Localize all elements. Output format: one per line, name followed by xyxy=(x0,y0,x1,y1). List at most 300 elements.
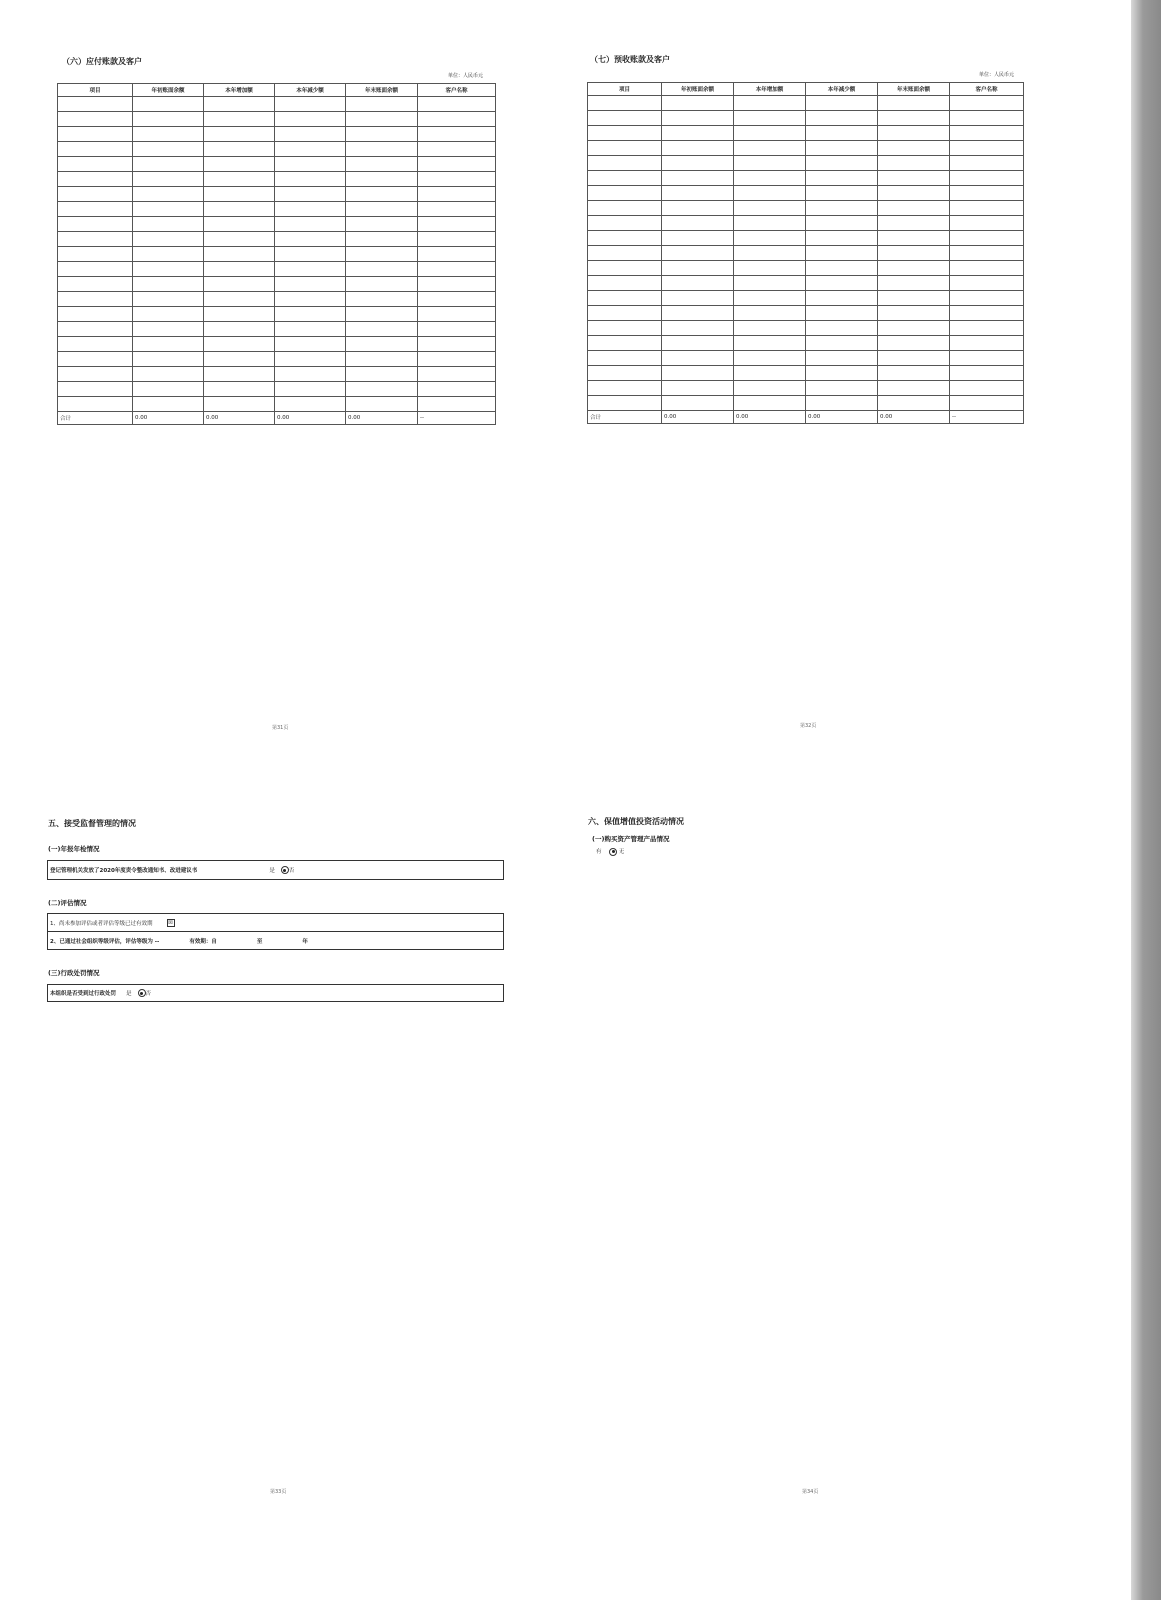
table-cell xyxy=(133,397,204,412)
table-cell xyxy=(346,187,418,202)
table-row xyxy=(588,231,1024,246)
table-cell xyxy=(418,262,496,277)
table-cell xyxy=(950,201,1024,216)
table-cell xyxy=(878,396,950,411)
table-row xyxy=(58,262,496,277)
table-cell xyxy=(133,112,204,127)
validity-year: 年 xyxy=(302,939,308,945)
table-cell xyxy=(878,291,950,306)
table-cell xyxy=(418,247,496,262)
table-cell xyxy=(58,112,133,127)
table-cell xyxy=(588,306,662,321)
table-cell xyxy=(133,352,204,367)
table-cell xyxy=(204,322,275,337)
table-cell xyxy=(346,382,418,397)
table-cell xyxy=(58,382,133,397)
table-row xyxy=(588,246,1024,261)
table-cell xyxy=(662,96,734,111)
table-row xyxy=(58,307,496,322)
table-cell xyxy=(878,336,950,351)
table-cell xyxy=(133,142,204,157)
table-row xyxy=(588,141,1024,156)
table-cell xyxy=(588,381,662,396)
table-cell xyxy=(878,186,950,201)
table-cell xyxy=(734,201,806,216)
table-cell xyxy=(734,261,806,276)
table-cell xyxy=(662,246,734,261)
table-cell xyxy=(346,157,418,172)
table-cell xyxy=(204,397,275,412)
table-cell xyxy=(418,382,496,397)
table-cell xyxy=(346,232,418,247)
table-cell xyxy=(878,231,950,246)
table-cell xyxy=(204,157,275,172)
table-cell xyxy=(662,156,734,171)
table-cell xyxy=(588,291,662,306)
table-cell xyxy=(346,277,418,292)
page31-title: （六）应付账款及客户 xyxy=(62,57,142,66)
inspection-box xyxy=(47,860,504,880)
payables-table xyxy=(57,83,496,425)
table-cell xyxy=(418,217,496,232)
table-cell xyxy=(346,217,418,232)
table-row xyxy=(58,187,496,202)
table-cell xyxy=(58,367,133,382)
table-cell xyxy=(950,141,1024,156)
table-cell xyxy=(346,202,418,217)
table-cell xyxy=(133,292,204,307)
table-cell xyxy=(346,307,418,322)
table-cell xyxy=(346,112,418,127)
table-cell xyxy=(734,246,806,261)
supervision-section-title: 五、接受监督管理的情况 xyxy=(48,819,136,828)
table-cell xyxy=(662,366,734,381)
table-row xyxy=(58,247,496,262)
table-cell xyxy=(58,247,133,262)
table-row xyxy=(588,366,1024,381)
table-cell xyxy=(418,157,496,172)
table-row xyxy=(588,351,1024,366)
table-cell xyxy=(275,322,346,337)
table-cell xyxy=(133,97,204,112)
table-row xyxy=(58,277,496,292)
table-row xyxy=(58,367,496,382)
table-cell xyxy=(133,367,204,382)
penalty-question: 本组织是否受到过行政处罚 xyxy=(50,991,117,997)
table-cell xyxy=(133,232,204,247)
table-cell xyxy=(588,276,662,291)
page31-unit: 单位：人民币元 xyxy=(448,73,484,79)
table-cell xyxy=(275,217,346,232)
table-row xyxy=(58,337,496,352)
table-cell xyxy=(806,396,878,411)
table-row xyxy=(588,96,1024,111)
page-number: 第33页 xyxy=(270,1489,287,1495)
table-cell xyxy=(204,127,275,142)
table-cell xyxy=(58,277,133,292)
col-header: 年末账面余额 xyxy=(878,83,950,96)
table-cell xyxy=(204,367,275,382)
table-cell xyxy=(275,292,346,307)
table-cell xyxy=(418,292,496,307)
table-cell xyxy=(204,202,275,217)
table-cell xyxy=(806,306,878,321)
table-row xyxy=(588,336,1024,351)
table-cell xyxy=(58,142,133,157)
table-cell xyxy=(950,366,1024,381)
table-cell xyxy=(418,172,496,187)
radio-no[interactable] xyxy=(281,866,289,874)
total-row xyxy=(58,412,496,425)
table-cell xyxy=(275,97,346,112)
penalty-title: (三)行政处罚情况 xyxy=(48,969,100,977)
table-cell xyxy=(58,202,133,217)
table-cell xyxy=(734,111,806,126)
table-cell xyxy=(204,247,275,262)
validity-label: 有效期：自 xyxy=(189,939,217,945)
table-row xyxy=(58,292,496,307)
table-cell xyxy=(275,157,346,172)
table-cell xyxy=(346,352,418,367)
table-cell xyxy=(734,276,806,291)
table-cell xyxy=(878,96,950,111)
table-header-row xyxy=(588,83,1024,96)
table-cell xyxy=(58,127,133,142)
table-cell xyxy=(275,232,346,247)
no-label: 否 xyxy=(288,868,295,874)
table-cell xyxy=(950,261,1024,276)
table-cell xyxy=(58,292,133,307)
table-cell xyxy=(662,276,734,291)
table-cell xyxy=(58,352,133,367)
table-cell xyxy=(133,277,204,292)
table-row xyxy=(58,142,496,157)
page32-title: （七）预收账款及客户 xyxy=(590,55,670,64)
table-cell xyxy=(275,247,346,262)
table-cell xyxy=(133,307,204,322)
table-cell xyxy=(878,126,950,141)
table-cell xyxy=(133,262,204,277)
table-cell xyxy=(204,97,275,112)
table-cell xyxy=(662,216,734,231)
table-row xyxy=(58,232,496,247)
table-cell xyxy=(806,126,878,141)
table-row xyxy=(58,352,496,367)
table-cell xyxy=(588,186,662,201)
table-cell xyxy=(806,291,878,306)
total-cell: 0.00 xyxy=(662,411,734,424)
table-cell xyxy=(204,112,275,127)
table-cell xyxy=(878,366,950,381)
table-cell xyxy=(133,187,204,202)
evaluation-box xyxy=(47,913,504,950)
table-cell xyxy=(950,156,1024,171)
table-cell xyxy=(588,366,662,381)
table-cell xyxy=(950,336,1024,351)
table-row xyxy=(588,291,1024,306)
col-header: 客户名称 xyxy=(418,84,496,97)
table-cell xyxy=(346,367,418,382)
table-cell xyxy=(806,171,878,186)
table-cell xyxy=(806,246,878,261)
table-row xyxy=(588,171,1024,186)
total-cell: 0.00 xyxy=(133,412,204,425)
table-cell xyxy=(346,337,418,352)
table-row xyxy=(588,201,1024,216)
table-cell xyxy=(418,352,496,367)
table-cell xyxy=(878,201,950,216)
table-cell xyxy=(275,337,346,352)
table-cell xyxy=(878,171,950,186)
table-cell xyxy=(588,141,662,156)
evaluation-checkbox[interactable]: ☒ xyxy=(168,919,173,926)
col-header: 本年增加额 xyxy=(204,84,275,97)
table-cell xyxy=(58,157,133,172)
table-cell xyxy=(878,156,950,171)
table-cell xyxy=(806,351,878,366)
evaluation-title: (二)评估情况 xyxy=(48,899,87,907)
table-row xyxy=(58,202,496,217)
yes-label: 是 xyxy=(269,868,275,874)
table-cell xyxy=(204,352,275,367)
col-header: 本年增加额 xyxy=(734,83,806,96)
table-cell xyxy=(806,231,878,246)
inspection-title: (一)年报年检情况 xyxy=(48,845,100,853)
table-cell xyxy=(275,172,346,187)
table-cell xyxy=(734,231,806,246)
table-cell xyxy=(734,186,806,201)
total-cell: -- xyxy=(950,411,1024,424)
inspection-question: 登记管理机关发放了2020年度责令整改通知书、改进建议书 xyxy=(50,868,198,874)
no-label: 否 xyxy=(145,991,152,997)
table-cell xyxy=(950,306,1024,321)
table-cell xyxy=(418,277,496,292)
table-cell xyxy=(878,276,950,291)
investment-section-title: 六、保值增值投资活动情况 xyxy=(588,817,684,826)
table-cell xyxy=(588,201,662,216)
table-cell xyxy=(950,231,1024,246)
table-row xyxy=(58,172,496,187)
table-cell xyxy=(734,126,806,141)
table-cell xyxy=(346,292,418,307)
total-cell: 合计 xyxy=(58,412,133,425)
table-cell xyxy=(950,351,1024,366)
table-cell xyxy=(878,381,950,396)
table-cell xyxy=(588,246,662,261)
table-cell xyxy=(346,142,418,157)
table-cell xyxy=(58,232,133,247)
col-header: 本年减少额 xyxy=(806,83,878,96)
table-cell xyxy=(58,217,133,232)
table-cell xyxy=(418,367,496,382)
total-cell: 0.00 xyxy=(275,412,346,425)
table-cell xyxy=(878,246,950,261)
table-row xyxy=(588,381,1024,396)
yes-label: 是 xyxy=(126,991,132,997)
table-cell xyxy=(950,96,1024,111)
evaluation-item1: 1、尚未参加评估或者评估等级已过有效期 xyxy=(50,920,153,927)
table-cell xyxy=(806,321,878,336)
total-cell: -- xyxy=(418,412,496,425)
table-cell xyxy=(58,337,133,352)
table-cell xyxy=(346,397,418,412)
table-cell xyxy=(950,216,1024,231)
table-cell xyxy=(418,97,496,112)
table-cell xyxy=(133,247,204,262)
table-cell xyxy=(418,322,496,337)
table-cell xyxy=(662,291,734,306)
penalty-box xyxy=(47,984,504,1002)
table-cell xyxy=(204,217,275,232)
table-cell xyxy=(58,97,133,112)
page-number: 第32页 xyxy=(800,723,817,729)
table-cell xyxy=(58,307,133,322)
table-row xyxy=(588,276,1024,291)
table-cell xyxy=(806,216,878,231)
table-cell xyxy=(806,186,878,201)
table-cell xyxy=(806,336,878,351)
validity-to: 至 xyxy=(256,939,263,945)
table-cell xyxy=(204,142,275,157)
col-header: 年末账面余额 xyxy=(346,84,418,97)
table-row xyxy=(588,261,1024,276)
table-cell xyxy=(58,397,133,412)
table-cell xyxy=(662,231,734,246)
table-cell xyxy=(275,112,346,127)
table-cell xyxy=(588,156,662,171)
table-cell xyxy=(133,337,204,352)
table-cell xyxy=(734,351,806,366)
table-cell xyxy=(204,187,275,202)
table-cell xyxy=(950,276,1024,291)
table-cell xyxy=(950,126,1024,141)
table-cell xyxy=(275,187,346,202)
none-label: 无 xyxy=(618,849,625,855)
col-header: 本年减少额 xyxy=(275,84,346,97)
col-header: 年初账面余额 xyxy=(133,84,204,97)
radio-none[interactable] xyxy=(609,848,617,856)
table-cell xyxy=(806,366,878,381)
page-edge xyxy=(1131,0,1161,1600)
table-cell xyxy=(734,321,806,336)
table-cell xyxy=(588,231,662,246)
table-cell xyxy=(133,202,204,217)
table-cell xyxy=(662,186,734,201)
table-cell xyxy=(588,321,662,336)
table-cell xyxy=(275,307,346,322)
col-header: 项目 xyxy=(588,83,662,96)
table-row xyxy=(58,157,496,172)
table-cell xyxy=(275,142,346,157)
table-cell xyxy=(734,156,806,171)
table-row xyxy=(58,97,496,112)
table-cell xyxy=(950,291,1024,306)
table-cell xyxy=(662,111,734,126)
table-cell xyxy=(418,307,496,322)
page-number: 第34页 xyxy=(802,1489,819,1495)
table-row xyxy=(588,186,1024,201)
table-cell xyxy=(950,246,1024,261)
table-cell xyxy=(806,111,878,126)
total-cell: 0.00 xyxy=(806,411,878,424)
table-row xyxy=(588,126,1024,141)
table-cell xyxy=(662,321,734,336)
table-row xyxy=(58,397,496,412)
table-cell xyxy=(950,381,1024,396)
table-cell xyxy=(346,97,418,112)
table-cell xyxy=(204,232,275,247)
table-cell xyxy=(662,396,734,411)
table-cell xyxy=(588,126,662,141)
table-cell xyxy=(878,306,950,321)
table-cell xyxy=(204,277,275,292)
table-cell xyxy=(662,171,734,186)
table-header-row xyxy=(58,84,496,97)
table-cell xyxy=(950,111,1024,126)
table-cell xyxy=(878,351,950,366)
table-cell xyxy=(58,262,133,277)
table-cell xyxy=(806,156,878,171)
total-row xyxy=(588,411,1024,424)
table-cell xyxy=(806,141,878,156)
table-cell xyxy=(662,126,734,141)
table-row xyxy=(58,112,496,127)
table-cell xyxy=(734,336,806,351)
advance-receipts-table xyxy=(587,82,1024,424)
table-cell xyxy=(204,337,275,352)
table-cell xyxy=(806,261,878,276)
table-cell xyxy=(662,351,734,366)
radio-no[interactable] xyxy=(138,989,146,997)
table-cell xyxy=(204,262,275,277)
table-cell xyxy=(133,322,204,337)
table-row xyxy=(588,396,1024,411)
table-cell xyxy=(275,382,346,397)
table-cell xyxy=(204,292,275,307)
table-cell xyxy=(588,336,662,351)
asset-products-title: (一)购买资产管理产品情况 xyxy=(592,835,670,843)
table-cell xyxy=(275,352,346,367)
table-cell xyxy=(133,172,204,187)
table-row xyxy=(588,321,1024,336)
asset-products-options xyxy=(596,847,624,856)
table-cell xyxy=(662,336,734,351)
table-cell xyxy=(806,276,878,291)
table-row xyxy=(58,127,496,142)
table-cell xyxy=(950,321,1024,336)
table-row xyxy=(58,217,496,232)
table-cell xyxy=(58,187,133,202)
table-cell xyxy=(133,127,204,142)
table-cell xyxy=(734,381,806,396)
table-cell xyxy=(418,142,496,157)
total-cell: 合计 xyxy=(588,411,662,424)
table-cell xyxy=(275,262,346,277)
table-row xyxy=(588,111,1024,126)
table-cell xyxy=(878,216,950,231)
table-cell xyxy=(418,112,496,127)
table-cell xyxy=(418,232,496,247)
table-row xyxy=(588,216,1024,231)
table-cell xyxy=(734,291,806,306)
page-number: 第31页 xyxy=(272,725,289,731)
table-cell xyxy=(418,202,496,217)
table-cell xyxy=(588,96,662,111)
col-header: 年初账面余额 xyxy=(662,83,734,96)
table-cell xyxy=(418,397,496,412)
table-cell xyxy=(204,382,275,397)
table-cell xyxy=(950,186,1024,201)
